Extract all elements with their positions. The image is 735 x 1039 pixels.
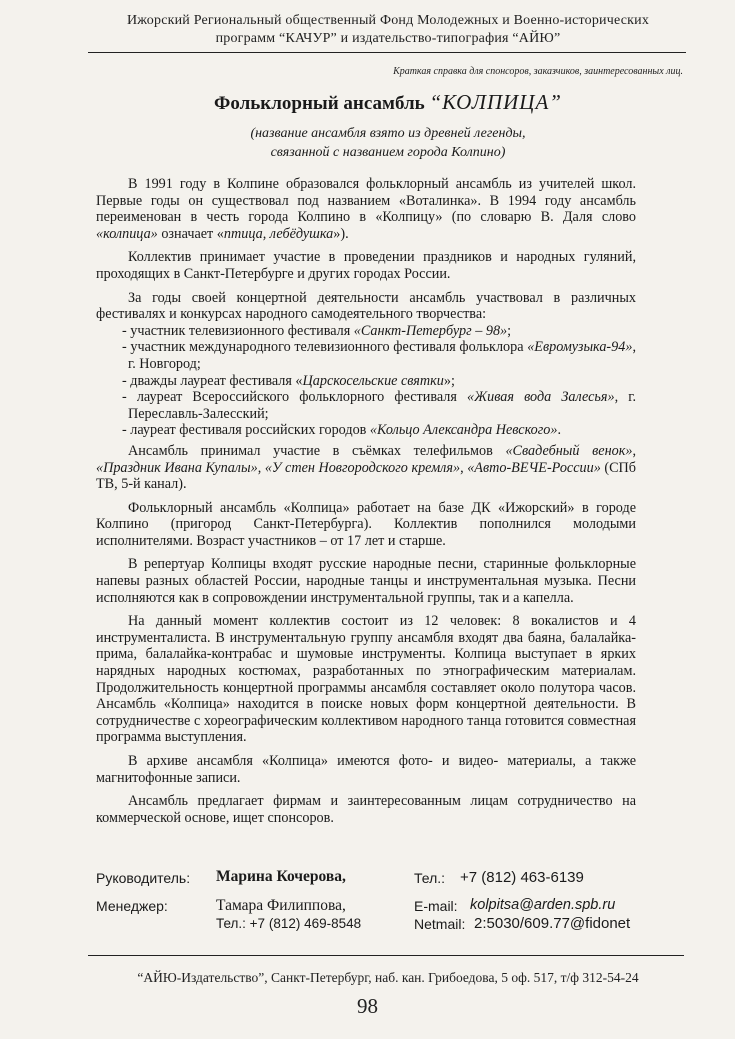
text-run: , xyxy=(257,459,265,476)
paragraph-activities: Коллектив принимает участие в проведении праздников и народных гуляний, проходящих в Санкт-Петербурге и других городах России. xyxy=(96,249,636,282)
list-item xyxy=(96,373,636,390)
header-line-2: программ “КАЧУР” и издательство-типография “АЙЮ” xyxy=(215,31,561,46)
text-run: . xyxy=(557,422,562,439)
manager-tel: Тел.: +7 (812) 469-8548 xyxy=(216,916,362,931)
text-run: Ансамбль принимал участие в съёмках телефильмов xyxy=(128,442,506,459)
text-run-italic: птица, лебёдушка xyxy=(223,225,334,242)
text-run: (СПб ТВ, 5-й канал). xyxy=(96,459,637,493)
text-run-italic: «Живая вода Залесья» xyxy=(467,389,615,406)
list-item xyxy=(96,323,636,340)
text-run-italic: «Авто-ВЕЧЕ-России» xyxy=(467,459,601,476)
director-tel-label: Тел.: xyxy=(414,870,446,886)
text-run-italic: «Свадебный венок» xyxy=(505,442,633,459)
title-prefix: Фольклорный ансамбль xyxy=(214,93,430,114)
text-run: - участник международного телевизионного фестиваля фольклора xyxy=(122,339,528,356)
manager-label: Менеджер: xyxy=(96,898,168,914)
text-run-italic: «Евромузыка-94» xyxy=(527,339,633,356)
text-run-italic: «колпица» xyxy=(96,225,158,242)
header-divider xyxy=(88,52,686,53)
director-tel: +7 (812) 463-6139 xyxy=(460,869,584,886)
subtitle-line-1: (название ансамбля взято из древней легенды, xyxy=(250,126,526,141)
email-label: E-mail: xyxy=(414,898,458,914)
email-address[interactable]: kolpitsa@arden.spb.ru xyxy=(470,897,616,913)
text-run-italic: «У стен Новгородского кремля» xyxy=(264,459,461,476)
text-run: , xyxy=(460,459,468,476)
document-title xyxy=(92,90,684,115)
text-run: ; xyxy=(507,322,512,339)
text-run-italic: «Санкт-Петербург – 98» xyxy=(353,322,508,339)
page-header xyxy=(88,12,688,48)
text-run: , xyxy=(632,442,636,459)
text-run-italic: Царскосельские святки xyxy=(302,372,444,389)
text-run: В 1991 году в Колпине образовался фольклорный ансамбль из учителей школ. Первые годы он существовал под названием «Воталинка». В 1994 году ансамбль переименован в честь города Колпино в «Колпицу» (по словарю В. Даля слово xyxy=(96,176,636,226)
text-run: , г. Переславль-Залесский; xyxy=(128,389,637,422)
footer-divider xyxy=(88,955,684,956)
director-name: Марина Кочерова, xyxy=(216,868,346,885)
paragraph-cooperation: Ансамбль предлагает фирмам и заинтересованным лицам сотрудничество на коммерческой основе, ищет спонсоров. xyxy=(96,793,636,826)
header-line-1: Ижорский Региональный общественный Фонд Молодежных и Военно-исторических xyxy=(126,13,650,28)
text-run-italic: «Праздник Ивана Купалы» xyxy=(96,459,258,476)
document-subtitle xyxy=(92,124,684,162)
paragraph-repertoire: В репертуар Колпицы входят русские народные песни, старинные фольклорные напевы разных областей России, народные танцы и инструментальная музыка. Песни исполняются как в сопровождении инструментальной группы, так и а капелла. xyxy=(96,556,636,606)
netmail-label: Netmail: xyxy=(414,916,466,932)
list-item xyxy=(96,339,636,372)
paragraph-festivals-intro: За годы своей концертной деятельности ансамбль участвовал в различных фестивалях и конкурсах народного самодеятельного творчества: xyxy=(96,289,636,323)
text-run: »; xyxy=(443,372,455,389)
list-item xyxy=(96,422,636,439)
text-run: - участник телевизионного фестиваля xyxy=(122,322,354,339)
sponsor-note: Краткая справка для спонсоров, заказчиков, заинтересованных лиц. xyxy=(393,66,683,77)
subtitle-line-2: связанной с названием города Колпино) xyxy=(270,145,506,160)
text-run: - лауреат фестиваля российских городов xyxy=(122,422,370,439)
director-label: Руководитель: xyxy=(96,870,191,886)
title-ensemble-name: “КОЛПИЦА” xyxy=(429,90,562,114)
text-run: - лауреат Всероссийского фольклорного фестиваля xyxy=(122,389,468,406)
text-run: »). xyxy=(333,225,349,242)
text-run: - дважды лауреат фестиваля « xyxy=(122,372,303,389)
paragraph-history xyxy=(96,176,636,242)
text-run-italic: «Кольцо Александра Невского» xyxy=(369,422,558,439)
manager-name: Тамара Филиппова, xyxy=(216,897,346,914)
paragraph-base: Фольклорный ансамбль «Колпица» работает на базе ДК «Ижорский» в городе Колпино (пригород Санкт-Петербурга). Коллектив пополнился молодыми исполнителями. Возраст участников – от 17 лет и старше. xyxy=(96,499,636,549)
document-body xyxy=(96,176,636,833)
netmail-address: 2:5030/609.77@fidonet xyxy=(474,915,631,932)
page-number: 98 xyxy=(357,994,378,1018)
festival-list xyxy=(96,323,636,439)
page-footer: “АЙЮ-Издательство”, Санкт-Петербург, наб. кан. Грибоедова, 5 оф. 517, т/ф 312-54-24 xyxy=(137,970,639,985)
paragraph-archive: В архиве ансамбля «Колпица» имеются фото- и видео- материалы, а также магнитофонные записи. xyxy=(96,753,636,786)
text-run: означает « xyxy=(157,225,224,242)
list-item xyxy=(96,389,636,422)
paragraph-members: На данный момент коллектив состоит из 12 человек: 8 вокалистов и 4 инструменталиста. В инструментальную группу ансамбля входят два баяна, балалайка-прима, балалайка-контрабас и шумовые инструменты. Колпица выступает в ярких нарядных народных костюмах, разработанных по этнографическим материалам. Продолжительность концертной программы ансамбля составляет около полутора часов. Ансамбль «Колпица» находится в поиске новых форм концертной деятельности. В сотрудничестве с хореографическим коллективом народного танца готовится совместная программа выступления. xyxy=(96,613,636,746)
text-run: , г. Новгород; xyxy=(128,339,636,372)
paragraph-films xyxy=(96,443,636,493)
